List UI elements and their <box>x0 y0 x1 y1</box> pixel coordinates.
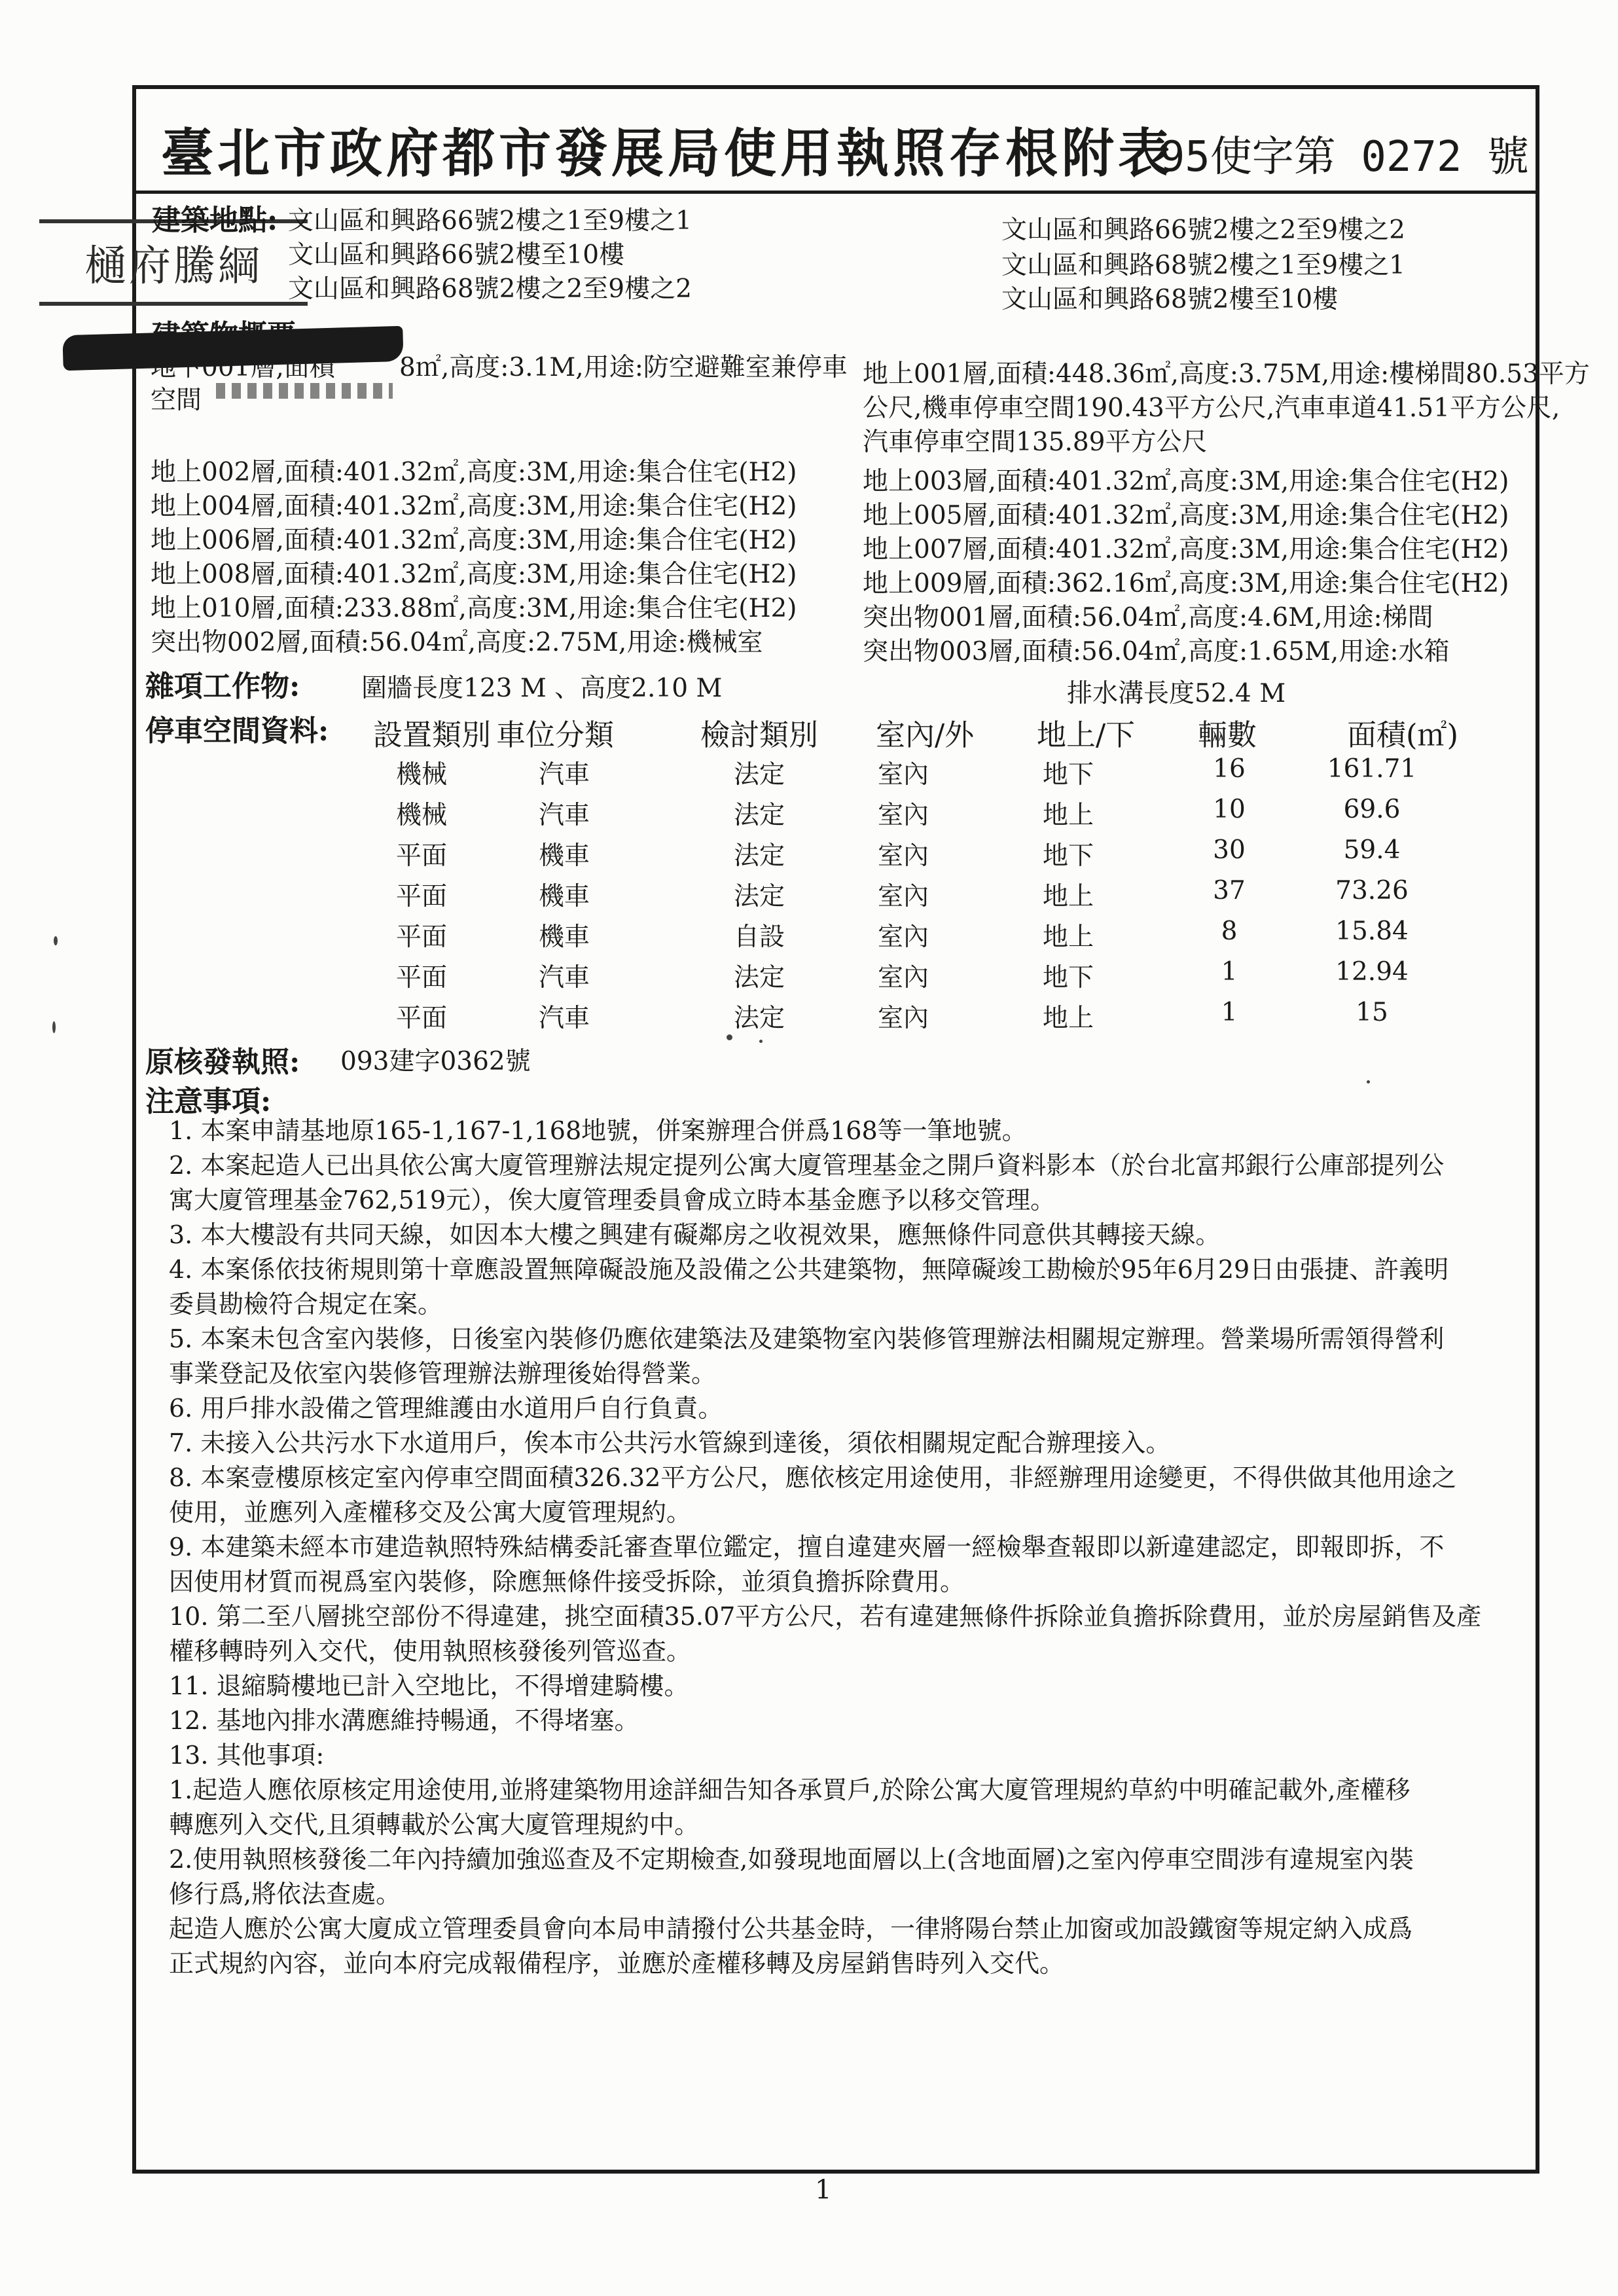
document-title: 臺北市政府都市發展局使用執照存根附表 <box>161 122 1174 184</box>
parking-cell-review-type: 法定 <box>733 801 785 830</box>
misc-label: 雜項工作物: <box>145 670 300 703</box>
site-left-2: 文山區和興路66號2樓至10樓 <box>288 240 625 270</box>
note-line: 2. 本案起造人已出具依公寓大廈管理辦法規定提列公寓大廈管理基金之開戶資料影本（於台北富邦銀行公庫部提列公 <box>169 1151 1445 1180</box>
right-floor-2: 地上005層,面積:401.32㎡,高度:3M,用途:集合住宅(H2) <box>863 501 1509 530</box>
site-left-3: 文山區和興路68號2樓之2至9樓之2 <box>288 274 692 304</box>
parking-header: 面積(㎡) <box>1347 718 1459 752</box>
note-line: 13. 其他事項: <box>169 1741 325 1770</box>
page-number: 1 <box>815 2175 832 2205</box>
parking-cell-above-below: 地上 <box>1042 922 1094 952</box>
parking-cell-indoor-outdoor: 室內 <box>877 922 929 952</box>
parking-cell-above-below: 地下 <box>1042 963 1094 993</box>
note-line: 權移轉時列入交代，使用執照核發後列管巡查。 <box>169 1637 692 1666</box>
parking-cell-indoor-outdoor: 室內 <box>877 882 929 911</box>
note-line: 修行爲,將依法查處。 <box>169 1880 401 1908</box>
parking-cell-count: 16 <box>1213 754 1246 784</box>
parking-cell-area: 69.6 <box>1343 795 1401 824</box>
misc-wall: 圍牆長度123 M 、高度2.10 M <box>361 674 723 703</box>
scan-speck <box>54 936 58 945</box>
parking-cell-indoor-outdoor: 室內 <box>877 963 929 993</box>
note-line: 8. 本案壹樓原核定室內停車空間面積326.32平方公尺，應依核定用途使用，非經辦理用途變更，不得供做其他用途之 <box>169 1463 1457 1492</box>
note-line: 2.使用執照核發後二年內持續加強巡查及不定期檢查,如發現地面層以上(含地面層)之室內停車空間涉有違規室內裝 <box>169 1845 1414 1874</box>
parking-header: 輛數 <box>1198 718 1257 752</box>
parking-cell-count: 8 <box>1221 917 1238 946</box>
parking-cell-setup-type: 平面 <box>395 841 447 871</box>
note-line: 7. 未接入公共污水下水道用戶，俟本市公共污水管線到達後，須依相關規定配合辦理接入。 <box>169 1429 1171 1457</box>
parking-header: 檢討類別 <box>700 718 819 752</box>
b1-floor-prefix: 地下001層,面積 <box>151 353 335 382</box>
parking-cell-vehicle-type: 汽車 <box>538 760 590 790</box>
parking-cell-vehicle-type: 汽車 <box>538 963 590 993</box>
site-right-3: 文山區和興路68號2樓至10樓 <box>1001 285 1339 314</box>
parking-cell-indoor-outdoor: 室內 <box>877 1004 929 1033</box>
right-floor-5: 突出物001層,面積:56.04㎡,高度:4.6M,用途:梯間 <box>863 603 1433 632</box>
note-line: 因使用材質而視爲室內裝修，除應無條件接受拆除，並須負擔拆除費用。 <box>169 1567 965 1596</box>
note-line: 使用，並應列入產權移交及公寓大廈管理規約。 <box>169 1498 692 1527</box>
scan-speck <box>727 1034 732 1040</box>
left-floor-2: 地上004層,面積:401.32㎡,高度:3M,用途:集合住宅(H2) <box>151 492 797 521</box>
notes-label: 注意事項: <box>145 1085 272 1118</box>
official-seal: 樋府騰綱 <box>39 219 308 306</box>
scan-speck <box>759 1040 763 1043</box>
parking-cell-vehicle-type: 汽車 <box>538 1004 590 1033</box>
note-line: 5. 本案未包含室內裝修，日後室內裝修仍應依建築法及建築物室內裝修管理辦法相關規定辦理。營業場所需領得營利 <box>169 1324 1445 1353</box>
parking-cell-setup-type: 平面 <box>395 963 447 993</box>
site-left-1: 文山區和興路66號2樓之1至9樓之1 <box>288 206 692 236</box>
parking-cell-review-type: 法定 <box>733 963 785 993</box>
note-line: 正式規約內容，並向本府完成報備程序，並應於產權移轉及房屋銷售時列入交代。 <box>169 1949 1065 1978</box>
note-line: 9. 本建築未經本市建造執照特殊結構委託審查單位鑑定，擅自違建夾層一經檢舉查報即以新違建認定，即報即拆，不 <box>169 1533 1445 1561</box>
parking-cell-review-type: 法定 <box>733 760 785 790</box>
f1-line-1: 地上001層,面積:448.36㎡,高度:3.75M,用途:樓梯間80.53平方 <box>863 359 1590 389</box>
site-label: 建築地點: <box>152 204 278 237</box>
left-floor-1: 地上002層,面積:401.32㎡,高度:3M,用途:集合住宅(H2) <box>151 458 797 487</box>
note-line: 10. 第二至八層挑空部份不得違建，挑空面積35.07平方公尺，若有違建無條件拆除並負擔拆除費用，並於房屋銷售及產 <box>169 1602 1482 1631</box>
parking-cell-count: 1 <box>1221 998 1238 1027</box>
note-line: 寓大廈管理基金762,519元），俟大廈管理委員會成立時本基金應予以移交管理。 <box>169 1186 1056 1214</box>
parking-cell-area: 15.84 <box>1335 917 1409 946</box>
parking-cell-area: 15 <box>1356 998 1388 1027</box>
permit-number: 95使字第 0272 號 <box>1159 133 1529 181</box>
parking-cell-count: 10 <box>1213 795 1246 824</box>
misc-ditch: 排水溝長度52.4 M <box>1067 679 1286 708</box>
parking-cell-setup-type: 機械 <box>395 801 447 830</box>
parking-cell-review-type: 法定 <box>733 1004 785 1033</box>
note-line: 委員勘檢符合規定在案。 <box>169 1290 443 1319</box>
f1-line-2: 公尺,機車停車空間190.43平方公尺,汽車車道41.51平方公尺, <box>863 393 1560 423</box>
parking-cell-area: 73.26 <box>1335 876 1409 905</box>
parking-cell-review-type: 自設 <box>733 922 785 952</box>
parking-cell-count: 1 <box>1221 957 1238 987</box>
parking-header: 室內/外 <box>876 718 975 752</box>
parking-header: 設置類別 <box>373 718 492 752</box>
parking-cell-setup-type: 平面 <box>395 922 447 952</box>
parking-cell-area: 161.71 <box>1327 754 1417 784</box>
right-floor-6: 突出物003層,面積:56.04㎡,高度:1.65M,用途:水箱 <box>863 637 1450 666</box>
parking-cell-setup-type: 機械 <box>395 760 447 790</box>
note-line: 11. 退縮騎樓地已計入空地比，不得增建騎樓。 <box>169 1671 689 1700</box>
left-floor-4: 地上008層,面積:401.32㎡,高度:3M,用途:集合住宅(H2) <box>151 560 797 589</box>
note-line: 1.起造人應依原核定用途使用,並將建築物用途詳細告知各承買戶,於除公寓大廈管理規約草約中明確記載外,產權移 <box>169 1776 1411 1804</box>
note-line: 1. 本案申請基地原165-1,167-1,168地號，併案辦理合併爲168等一筆地號。 <box>169 1116 1027 1145</box>
b1-floor-detail: 8㎡,高度:3.1M,用途:防空避難室兼停車 <box>399 353 848 382</box>
parking-cell-review-type: 法定 <box>733 841 785 871</box>
title-row <box>136 89 1536 194</box>
right-floor-3: 地上007層,面積:401.32㎡,高度:3M,用途:集合住宅(H2) <box>863 535 1509 564</box>
parking-header: 地上/下 <box>1037 718 1136 752</box>
parking-cell-vehicle-type: 機車 <box>538 922 590 952</box>
b1-floor-cont: 空間 <box>151 386 202 415</box>
f1-line-3: 汽車停車空間135.89平方公尺 <box>863 428 1208 457</box>
parking-cell-review-type: 法定 <box>733 882 785 911</box>
right-floor-4: 地上009層,面積:362.16㎡,高度:3M,用途:集合住宅(H2) <box>863 569 1509 598</box>
parking-cell-area: 12.94 <box>1335 957 1409 987</box>
scan-speck <box>1367 1080 1370 1084</box>
right-floor-1: 地上003層,面積:401.32㎡,高度:3M,用途:集合住宅(H2) <box>863 467 1509 496</box>
site-right-1: 文山區和興路66號2樓之2至9樓之2 <box>1001 215 1405 245</box>
parking-cell-above-below: 地下 <box>1042 841 1094 871</box>
left-floor-3: 地上006層,面積:401.32㎡,高度:3M,用途:集合住宅(H2) <box>151 526 797 555</box>
note-line: 12. 基地內排水溝應維持暢通，不得堵塞。 <box>169 1706 639 1735</box>
parking-header: 車位分類 <box>496 718 615 752</box>
original-permit-label: 原核發執照: <box>145 1046 300 1079</box>
parking-cell-indoor-outdoor: 室內 <box>877 801 929 830</box>
left-floor-6: 突出物002層,面積:56.04㎡,高度:2.75M,用途:機械室 <box>151 628 763 657</box>
parking-cell-above-below: 地上 <box>1042 882 1094 911</box>
parking-cell-indoor-outdoor: 室內 <box>877 760 929 790</box>
parking-cell-vehicle-type: 機車 <box>538 882 590 911</box>
parking-cell-indoor-outdoor: 室內 <box>877 841 929 871</box>
parking-cell-count: 37 <box>1213 876 1246 905</box>
note-line: 4. 本案係依技術規則第十章應設置無障礙設施及設備之公共建築物，無障礙竣工勘檢於95年6月29日由張捷、許義明 <box>169 1255 1449 1284</box>
note-line: 起造人應於公寓大廈成立管理委員會向本局申請撥付公共基金時，一律將陽台禁止加窗或加設鐵窗等規定納入成爲 <box>169 1914 1413 1943</box>
original-permit-value: 093建字0362號 <box>340 1047 531 1076</box>
parking-cell-above-below: 地下 <box>1042 760 1094 790</box>
smudge-mark <box>216 383 393 399</box>
parking-cell-above-below: 地上 <box>1042 801 1094 830</box>
note-line: 6. 用戶排水設備之管理維護由水道用戶自行負責。 <box>169 1394 723 1423</box>
parking-cell-setup-type: 平面 <box>395 882 447 911</box>
note-line: 轉應列入交代,且須轉載於公寓大廈管理規約中。 <box>169 1810 700 1839</box>
scan-speck <box>52 1021 56 1033</box>
parking-cell-setup-type: 平面 <box>395 1004 447 1033</box>
parking-cell-area: 59.4 <box>1343 835 1401 865</box>
parking-cell-vehicle-type: 機車 <box>538 841 590 871</box>
note-line: 3. 本大樓設有共同天線，如因本大樓之興建有礙鄰房之收視效果，應無條件同意供其轉接天線。 <box>169 1220 1221 1249</box>
note-line: 事業登記及依室內裝修管理辦法辦理後始得營業。 <box>169 1359 717 1388</box>
parking-cell-above-below: 地上 <box>1042 1004 1094 1033</box>
parking-cell-count: 30 <box>1213 835 1246 865</box>
left-floor-5: 地上010層,面積:233.88㎡,高度:3M,用途:集合住宅(H2) <box>151 594 797 623</box>
parking-cell-vehicle-type: 汽車 <box>538 801 590 830</box>
parking-label: 停車空間資料: <box>145 714 329 748</box>
site-right-2: 文山區和興路68號2樓之1至9樓之1 <box>1001 251 1405 280</box>
